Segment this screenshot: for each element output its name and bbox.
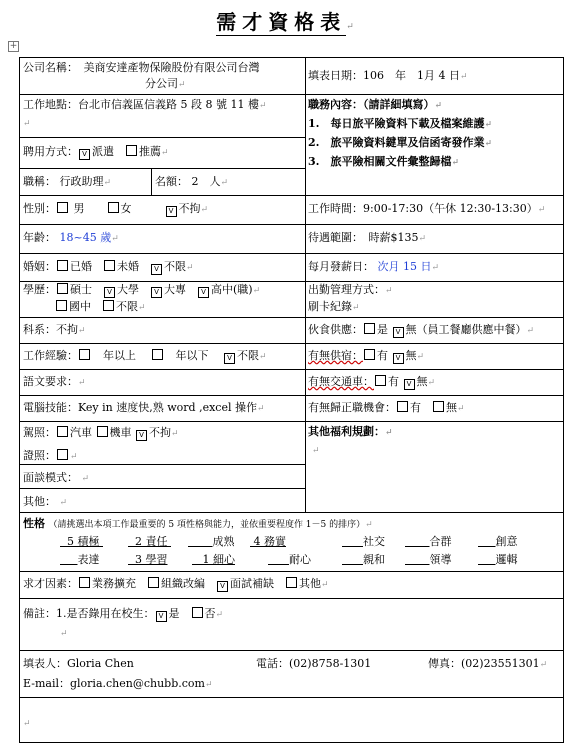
- row-divider: [19, 488, 305, 489]
- row-divider: [19, 395, 564, 396]
- job-content-item-2: 2. 旅平險資料鍵單及信函寄發作業↵: [308, 136, 493, 149]
- phone: 電話：(02)8758-1301: [256, 657, 372, 670]
- paragraph-mark-icon: ↵: [346, 22, 354, 32]
- recruitment-reason: 求才因素： 業務擴充 組織改編 V 面試補缺 其他↵: [23, 577, 329, 590]
- checkbox-dorm-no[interactable]: V: [393, 353, 404, 364]
- education: 學歷： 碩士 V 大學 V 大專 V 高中(職)↵: [23, 283, 261, 296]
- trait-1: 5 積極: [67, 535, 100, 548]
- row-divider: [19, 224, 564, 225]
- language-requirement: 語文要求：↵: [23, 375, 86, 388]
- other-benefits: 其他福利規劃：↵: [308, 425, 393, 438]
- personality-header: 性格 （請挑選出本項工作最重要的 5 項性格與能力，並依重要程度作 1－5 的排序）↵: [23, 517, 373, 530]
- row-divider: [19, 697, 564, 698]
- trait-14: 邏輯: [495, 553, 518, 566]
- checkbox-perm-yes[interactable]: [397, 401, 408, 412]
- checkbox-meals-no[interactable]: V: [393, 327, 404, 338]
- column-divider: [305, 57, 306, 512]
- checkbox-expansion[interactable]: [79, 577, 90, 588]
- employment-type: 聘用方式： V 派遣 推薦↵: [23, 145, 169, 158]
- marital-status: 婚姻： 已婚 未婚 V 不限↵: [23, 260, 194, 273]
- row-divider: [19, 137, 305, 138]
- trait-5: 社交: [362, 535, 385, 548]
- row-divider: [19, 464, 305, 465]
- trait-7: 創意: [495, 535, 518, 548]
- checkbox-dispatch[interactable]: V: [79, 149, 90, 160]
- checkbox-bus-yes[interactable]: [375, 375, 386, 386]
- computer-skills: 電腦技能：Key in 速度快,熟 word ,excel 操作↵: [23, 401, 265, 414]
- fax: 傳真：(02)23551301↵: [428, 657, 548, 670]
- attendance-label: 出勤管理方式：↵: [308, 283, 393, 296]
- checkbox-dorm-yes[interactable]: [364, 349, 375, 360]
- trait-10: 1 細心: [202, 553, 235, 566]
- certificate: 證照： ↵: [23, 449, 78, 462]
- department: 科系：不拘↵: [23, 323, 86, 336]
- page-title: [0, 6, 570, 35]
- job-content-item-1: 1. 每日旅平險資料下載及檔案維護↵: [308, 117, 493, 130]
- trait-9: 3 學習: [135, 553, 168, 566]
- checkbox-reason-other[interactable]: [286, 577, 297, 588]
- row-divider: [19, 421, 564, 422]
- paragraph-mark-icon: ↵: [312, 446, 320, 456]
- checkbox-exp-above[interactable]: [79, 349, 90, 360]
- checkbox-high-school[interactable]: V: [198, 287, 209, 298]
- fill-date: 填表日期：106 年 1月 4 日↵: [308, 69, 468, 82]
- dormitory: 有無供宿： 有 V 無↵: [308, 349, 425, 362]
- checkbox-exp-any[interactable]: V: [224, 353, 235, 364]
- age: 年齡： 18~45 歲↵: [23, 231, 119, 244]
- trait-12: 親和: [362, 553, 385, 566]
- company-name: 公司名稱： 美商安達產物保險股份有限公司台灣: [23, 61, 260, 74]
- checkbox-recommend[interactable]: [126, 145, 137, 156]
- table-move-handle-icon[interactable]: +: [9, 41, 18, 51]
- shuttle-bus: 有無交通車： 有 V 無↵: [308, 375, 436, 388]
- checkbox-meals-yes[interactable]: [364, 323, 375, 334]
- experience: 工作經驗： 年以上 年以下 V 不限↵: [23, 349, 267, 362]
- meals: 伙食供應： 是 V 無（員工餐廳供應中餐）↵: [308, 323, 535, 336]
- checkbox-student-yes[interactable]: V: [156, 611, 167, 622]
- row-divider: [19, 598, 564, 599]
- checkbox-junior-high[interactable]: [56, 300, 67, 311]
- row-divider: [19, 281, 564, 282]
- filler: 填表人：Gloria Chen: [23, 657, 134, 670]
- row-divider: [19, 571, 564, 572]
- checkbox-married[interactable]: [57, 260, 68, 271]
- checkbox-college[interactable]: V: [151, 287, 162, 298]
- row-divider: [19, 369, 564, 370]
- checkbox-scooter[interactable]: [97, 426, 108, 437]
- position-quota: 名額： 2 人↵: [155, 175, 229, 188]
- title-text: 需才資格表: [216, 10, 347, 34]
- position-title: 職稱： 行政助理↵: [23, 175, 112, 188]
- row-divider: [19, 94, 564, 95]
- trait-2: 2 責任: [135, 535, 168, 548]
- row-divider: [19, 253, 564, 254]
- checkbox-reorg[interactable]: [148, 577, 159, 588]
- checkbox-single[interactable]: [104, 260, 115, 271]
- checkbox-perm-no[interactable]: [433, 401, 444, 412]
- trait-13: 領導: [429, 553, 452, 566]
- checkbox-female[interactable]: [108, 202, 119, 213]
- gender: 性別： 男 女 V 不拘↵: [23, 202, 209, 215]
- attendance-value: 刷卡紀錄↵: [308, 300, 360, 313]
- checkbox-certificate[interactable]: [57, 449, 68, 460]
- row-divider: [19, 343, 564, 344]
- paragraph-mark-icon: ↵: [60, 629, 68, 639]
- checkbox-any-license[interactable]: V: [136, 430, 147, 441]
- company-name-cont: 分公司↵: [145, 77, 186, 90]
- checkbox-university[interactable]: V: [104, 287, 115, 298]
- row-divider: [19, 512, 564, 513]
- job-content-label: 職務內容：（請詳細填寫）↵: [308, 98, 443, 111]
- trait-4: 4 務實: [253, 535, 286, 548]
- trait-11: 耐心: [288, 553, 311, 566]
- trait-8: 表達: [77, 553, 100, 566]
- column-divider: [151, 168, 152, 195]
- row-divider: [19, 168, 305, 169]
- other-notes: 其他： ↵: [23, 495, 68, 508]
- job-content-item-3: 3. 旅平險相關文件彙整歸檔↵: [308, 155, 460, 168]
- checkbox-master[interactable]: [57, 283, 68, 294]
- email: E-mail：gloria.chen@chubb.com↵: [23, 677, 213, 690]
- checkbox-exp-below[interactable]: [152, 349, 163, 360]
- trait-3: 成熟: [212, 535, 235, 548]
- paragraph-mark-icon: ↵: [23, 119, 31, 129]
- paragraph-mark-icon: ↵: [23, 719, 31, 729]
- permanent-opportunity: 有無歸正職機會： 有 無↵: [308, 401, 465, 414]
- salary-range: 待遇範圍： 時薪$135↵: [308, 231, 427, 244]
- trait-6: 合群: [429, 535, 452, 548]
- checkbox-car[interactable]: [57, 426, 68, 437]
- checkbox-any-marital[interactable]: V: [151, 264, 162, 275]
- work-location: 工作地點：台北市信義區信義路 5 段 8 號 11 樓↵: [23, 98, 267, 111]
- row-divider: [19, 317, 564, 318]
- payday: 每月發薪日： 次月 15 日↵: [308, 260, 440, 273]
- row-divider: [19, 195, 564, 196]
- checkbox-vacancy[interactable]: V: [217, 581, 228, 592]
- checkbox-bus-no[interactable]: V: [404, 379, 415, 390]
- remark: 備註：1.是否錄用在校生： V 是 否↵: [23, 607, 224, 620]
- checkbox-student-no[interactable]: [192, 607, 203, 618]
- work-hours: 工作時間：9:00-17:30（午休 12:30-13:30）↵: [308, 202, 546, 215]
- row-divider: [19, 650, 564, 651]
- education-cont: 國中 不限↵: [55, 300, 146, 315]
- checkbox-any-gender[interactable]: V: [166, 206, 177, 217]
- checkbox-any-education[interactable]: [103, 300, 114, 311]
- driver-license: 駕照： 汽車 機車 V 不拘↵: [23, 426, 179, 439]
- interview-mode: 面談模式： ↵: [23, 471, 90, 484]
- checkbox-male[interactable]: [57, 202, 68, 213]
